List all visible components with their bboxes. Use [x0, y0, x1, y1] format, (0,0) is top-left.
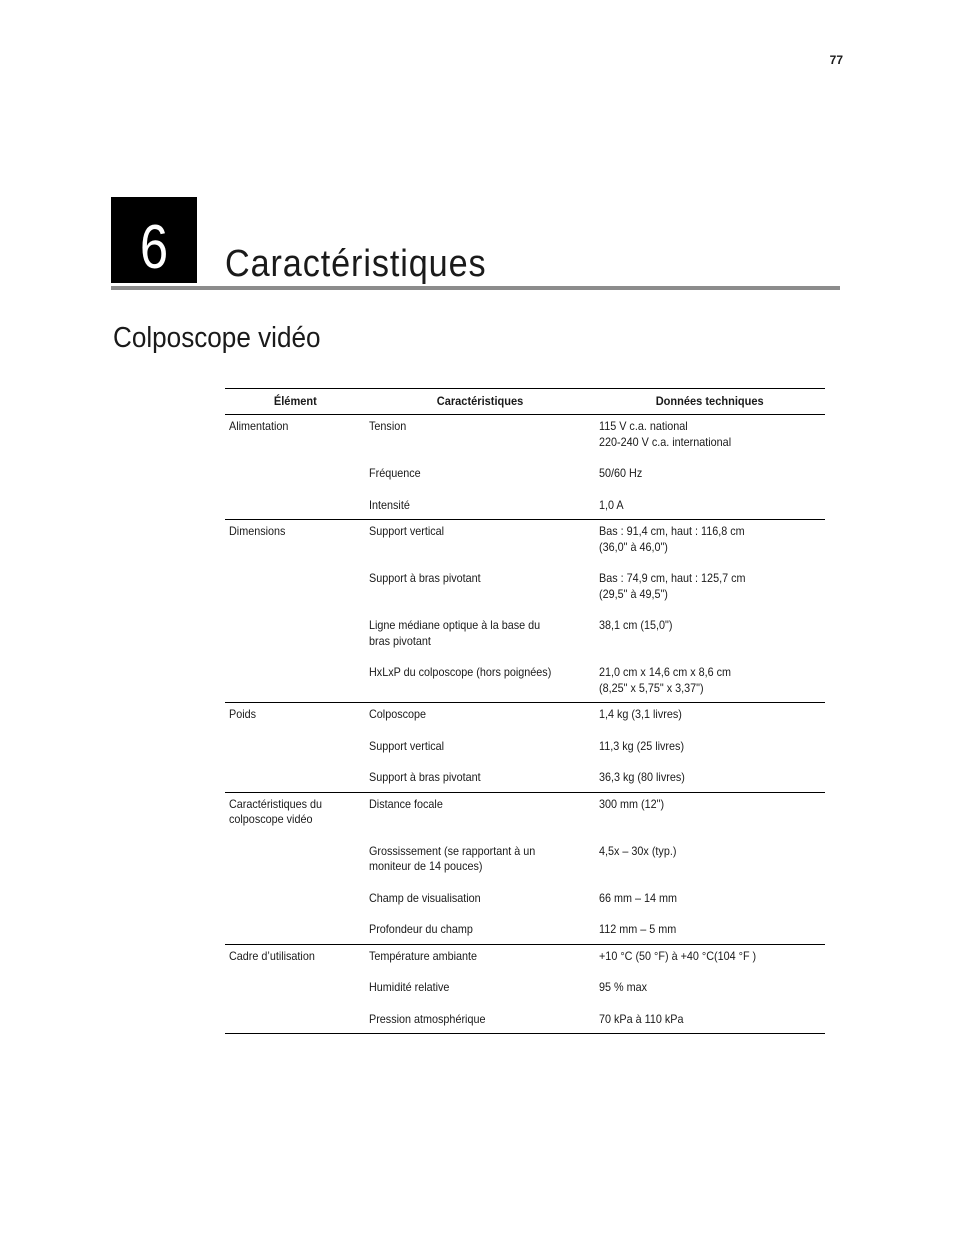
element-label: Poids: [229, 707, 257, 721]
technical-data-cell-line: 95 % max: [599, 980, 648, 994]
element-cell: [225, 520, 365, 572]
element-cell: [225, 415, 365, 467]
technical-data-cell-line: 1,4 kg (3,1 livres): [599, 707, 682, 721]
characteristic-label: Intensité: [369, 497, 410, 512]
chapter-number-box: [111, 197, 197, 283]
characteristic-cell: [365, 891, 595, 923]
element-cell: [225, 665, 365, 703]
technical-data-cell: [595, 618, 825, 665]
technical-data-cell: [595, 415, 825, 467]
table-row: [225, 1012, 825, 1034]
characteristic-label: Grossissement (se rapportant à un: [369, 843, 536, 858]
element-cell: [225, 922, 365, 944]
table-row: [225, 891, 825, 923]
table-row: [225, 792, 825, 844]
characteristic-cell: [365, 520, 595, 572]
technical-data-cell: [595, 944, 825, 980]
chapter-divider: [111, 286, 840, 290]
technical-data-cell-line: 66 mm – 14 mm: [599, 890, 678, 905]
element-cell: [225, 770, 365, 792]
technical-data-cell: [595, 922, 825, 944]
technical-data-cell-line: 4,5x – 30x (typ.): [599, 843, 677, 858]
element-cell: [225, 944, 365, 980]
technical-data-cell-line: 38,1 cm (15,0"): [599, 618, 673, 632]
characteristic-label: Support à bras pivotant: [369, 770, 481, 784]
element-cell: [225, 844, 365, 891]
element-cell: [225, 1012, 365, 1034]
technical-data-cell: [595, 665, 825, 703]
table-row: [225, 466, 825, 498]
characteristic-cell: [365, 980, 595, 1012]
technical-data-cell-line: 50/60 Hz: [599, 466, 643, 480]
characteristic-label: Ligne médiane optique à la base du: [369, 618, 541, 632]
characteristic-label: HxLxP du colposcope (hors poignées): [369, 665, 552, 679]
characteristic-cell: [365, 498, 595, 520]
element-label: Cadre d’utilisation: [229, 948, 315, 963]
element-cell: [225, 739, 365, 771]
technical-data-cell-line: (29,5" à 49,5"): [599, 586, 668, 601]
element-cell: [225, 618, 365, 665]
table-row: [225, 703, 825, 739]
technical-data-cell-line: 70 kPa à 110 kPa: [599, 1011, 684, 1026]
specifications-table: [225, 388, 825, 1034]
characteristic-cell: [365, 922, 595, 944]
element-cell: [225, 498, 365, 520]
chapter-title: Caractéristiques: [225, 243, 487, 285]
table-row: [225, 922, 825, 944]
element-cell: [225, 980, 365, 1012]
column-header-technical-data: Données techniques: [595, 389, 825, 415]
characteristic-label: Colposcope: [369, 707, 427, 721]
characteristic-cell: [365, 770, 595, 792]
table-row: [225, 770, 825, 792]
characteristic-label: Support à bras pivotant: [369, 571, 481, 585]
chapter-number: 6: [139, 213, 169, 282]
table-row: [225, 520, 825, 572]
technical-data-cell: [595, 1012, 825, 1034]
element-cell: [225, 703, 365, 739]
table-row: [225, 980, 825, 1012]
characteristic-cell: [365, 618, 595, 665]
technical-data-cell: [595, 792, 825, 844]
technical-data-cell: [595, 466, 825, 498]
technical-data-cell-line: 300 mm (12"): [599, 796, 665, 811]
table-row: [225, 618, 825, 665]
technical-data-cell-line: (36,0" à 46,0"): [599, 539, 668, 554]
technical-data-cell-line: +10 °C (50 °F) à +40 °C(104 °F ): [599, 948, 757, 963]
characteristic-cell: [365, 844, 595, 891]
characteristic-label: Pression atmosphérique: [369, 1011, 486, 1026]
technical-data-cell: [595, 739, 825, 771]
element-cell: [225, 891, 365, 923]
characteristic-cell: [365, 792, 595, 844]
element-label: colposcope vidéo: [229, 812, 313, 826]
characteristic-cell: [365, 739, 595, 771]
table-row: [225, 944, 825, 980]
characteristic-cell: [365, 415, 595, 467]
table-row: [225, 415, 825, 467]
characteristic-label: Support vertical: [369, 738, 445, 753]
technical-data-cell-line: 112 mm – 5 mm: [599, 922, 677, 936]
technical-data-cell-line: 220-240 V c.a. international: [599, 434, 732, 449]
table-row: [225, 665, 825, 703]
characteristic-label: Humidité relative: [369, 980, 450, 994]
technical-data-cell: [595, 498, 825, 520]
element-label: Alimentation: [229, 419, 289, 433]
technical-data-cell-line: Bas : 74,9 cm, haut : 125,7 cm: [599, 571, 746, 585]
technical-data-cell-line: Bas : 91,4 cm, haut : 116,8 cm: [599, 524, 745, 538]
technical-data-cell: [595, 520, 825, 572]
characteristic-label: Fréquence: [369, 466, 421, 480]
table-row: [225, 571, 825, 618]
element-label: Caractéristiques du: [229, 796, 323, 811]
page-number: 77: [829, 53, 843, 67]
technical-data-cell-line: 11,3 kg (25 livres): [599, 738, 685, 753]
characteristic-label: Support vertical: [369, 524, 445, 538]
characteristic-cell: [365, 466, 595, 498]
element-cell: [225, 792, 365, 844]
characteristic-label: Tension: [369, 419, 407, 433]
section-title: Colposcope vidéo: [113, 322, 321, 354]
characteristic-label: Profondeur du champ: [369, 922, 473, 936]
characteristic-label: moniteur de 14 pouces): [369, 859, 483, 873]
characteristic-cell: [365, 944, 595, 980]
characteristic-label: bras pivotant: [369, 633, 431, 648]
column-header-characteristics: Caractéristiques: [365, 389, 595, 415]
technical-data-cell: [595, 980, 825, 1012]
technical-data-cell: [595, 571, 825, 618]
table-row: [225, 844, 825, 891]
technical-data-cell-line: 36,3 kg (80 livres): [599, 770, 685, 784]
technical-data-cell: [595, 770, 825, 792]
element-cell: [225, 466, 365, 498]
table-header-row: [225, 389, 825, 415]
technical-data-cell-line: 115 V c.a. national: [599, 419, 688, 433]
characteristic-cell: [365, 1012, 595, 1034]
technical-data-cell-line: 1,0 A: [599, 497, 624, 512]
technical-data-cell-line: 21,0 cm x 14,6 cm x 8,6 cm: [599, 665, 732, 679]
characteristic-label: Température ambiante: [369, 948, 478, 963]
column-header-element: Élément: [225, 389, 365, 415]
characteristic-cell: [365, 665, 595, 703]
characteristic-label: Distance focale: [369, 796, 443, 811]
technical-data-cell: [595, 891, 825, 923]
characteristic-cell: [365, 703, 595, 739]
technical-data-cell: [595, 844, 825, 891]
table-row: [225, 498, 825, 520]
element-cell: [225, 571, 365, 618]
table-row: [225, 739, 825, 771]
technical-data-cell: [595, 703, 825, 739]
characteristic-cell: [365, 571, 595, 618]
characteristic-label: Champ de visualisation: [369, 890, 481, 905]
element-label: Dimensions: [229, 524, 286, 538]
table-body: [225, 415, 825, 1034]
technical-data-cell-line: (8,25" x 5,75" x 3,37"): [599, 680, 704, 695]
